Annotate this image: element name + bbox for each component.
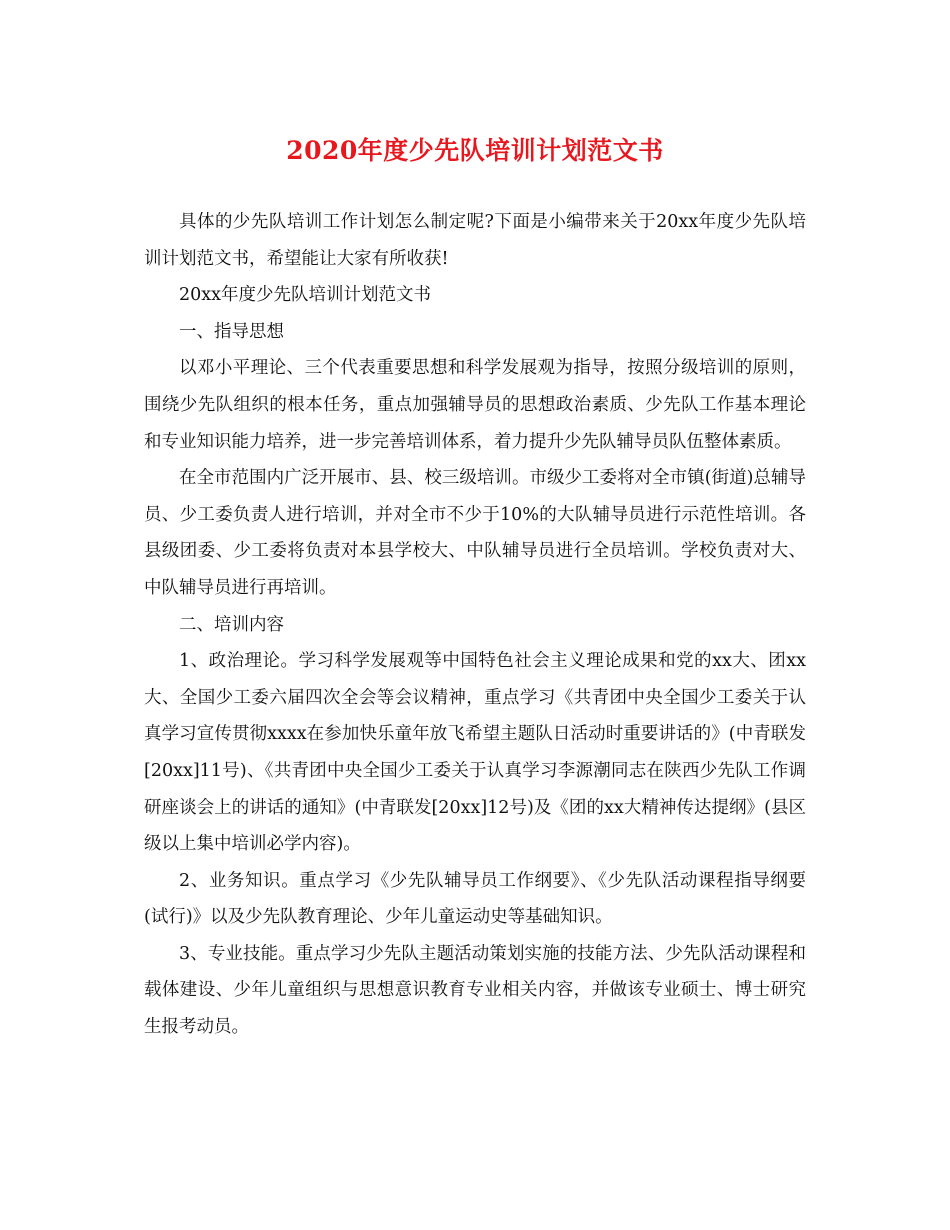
section-heading-training-content: 二、培训内容 [179, 614, 284, 635]
paragraph-intro: 具体的少先队培训工作计划怎么制定呢?下面是小编带来关于20xx年度少先队培训计划范文书，希望能让大家有所收获! [144, 212, 806, 269]
paragraph-business-knowledge: 2、业务知识。重点学习《少先队辅导员工作纲要》、《少先队活动课程指导纲要(试行)》以及少先队教育理论、少年儿童运动史等基础知识。 [144, 870, 806, 928]
section-heading-guiding-thought: 一、指导思想 [179, 321, 284, 342]
document-title: 2020年度少先队培训计划范文书 [286, 136, 664, 165]
paragraph-guiding-thought: 以邓小平理论、三个代表重要思想和科学发展观为指导，按照分级培训的原则，围绕少先队组织的根本任务，重点加强辅导员的思想政治素质、少先队工作基本理论和专业知识能力培养，进一步完善培训体系，着力提升少先队辅导员队伍整体素质。 [144, 358, 806, 452]
document-body [144, 204, 806, 1046]
paragraph-political-theory: 1、政治理论。学习科学发展观等中国特色社会主义理论成果和党的xx大、团xx大、全国少工委六届四次全会等会议精神，重点学习《共青团中央全国少工委关于认真学习宣传贯彻xxxx在参加快乐童年放飞希望主题队日活动时重要讲话的》(中青联发[20xx]11号)、《共青团中央全国少工委关于认真学习李源潮同志在陕西少先队工作调研座谈会上的讲话的通知》(中青联发[20xx]12号)及《团的xx大精神传达提纲》(县区级以上集中培训必学内容)。 [144, 651, 806, 855]
paragraph-professional-skills: 3、专业技能。重点学习少先队主题活动策划实施的技能方法、少先队活动课程和载体建设、少年儿童组织与思想意识教育专业相关内容，并做该专业硕士、博士研究生报考动员。 [144, 943, 806, 1038]
paragraph-training-levels: 在全市范围内广泛开展市、县、校三级培训。市级少工委将对全市镇(街道)总辅导员、少工委负责人进行培训，并对全市不少于10%的大队辅导员进行示范性培训。各县级团委、少工委将负责对本县学校大、中队辅导员进行全员培训。学校负责对大、中队辅导员进行再培训。 [144, 468, 806, 598]
paragraph-subtitle: 20xx年度少先队培训计划范文书 [179, 285, 432, 306]
